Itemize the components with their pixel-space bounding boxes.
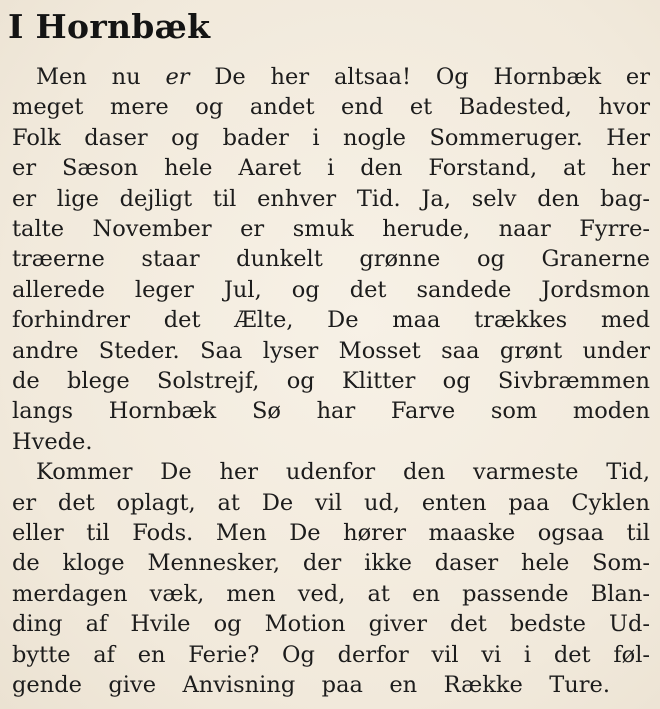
text-line: er det oplagt, at De vil ud, enten paa Cyklen (12, 490, 650, 516)
page-heading: I Hornbæk (8, 7, 211, 46)
text-line: forhindrer det Ælte, De maa trækkes med (12, 307, 650, 333)
text-line: allerede leger Jul, og det sandede Jordsmon (12, 277, 650, 303)
text-line: er lige dejligt til enhver Tid. Ja, selv den bag- (12, 186, 650, 212)
text-line: træerne staar dunkelt grønne og Granerne (12, 246, 650, 272)
text-line: bytte af en Ferie? Og derfor vil vi i det føl- (12, 642, 650, 668)
text-line: de blege Solstrejf, og Klitter og Sivbræmmen (12, 368, 650, 394)
text-line: talte November er smuk herude, naar Fyrre- (12, 216, 650, 242)
text-line: merdagen væk, men ved, at en passende Blan- (12, 581, 650, 607)
text-line: gende give Anvisning paa en Række Ture. (12, 672, 610, 698)
text-line: de kloge Mennesker, der ikke daser hele Som- (12, 550, 650, 576)
text-line: Men nu er De her altsaa! Og Hornbæk er (36, 64, 651, 90)
text-line: eller til Fods. Men De hører maaske ogsaa til (12, 520, 650, 546)
text-line: meget mere og andet end et Badested, hvor (12, 94, 650, 120)
text-line: langs Hornbæk Sø har Farve som moden (12, 398, 650, 424)
text-line: Folk daser og bader i nogle Sommeruger. Her (12, 125, 650, 151)
text-line: ding af Hvile og Motion giver det bedste Ud- (12, 611, 650, 637)
text-line: er Sæson hele Aaret i den Forstand, at her (12, 155, 650, 181)
text-line: Hvede. (12, 429, 93, 455)
text-line: andre Steder. Saa lyser Mosset saa grønt under (12, 338, 650, 364)
text-line: Kommer De her udenfor den varmeste Tid, (36, 459, 650, 485)
